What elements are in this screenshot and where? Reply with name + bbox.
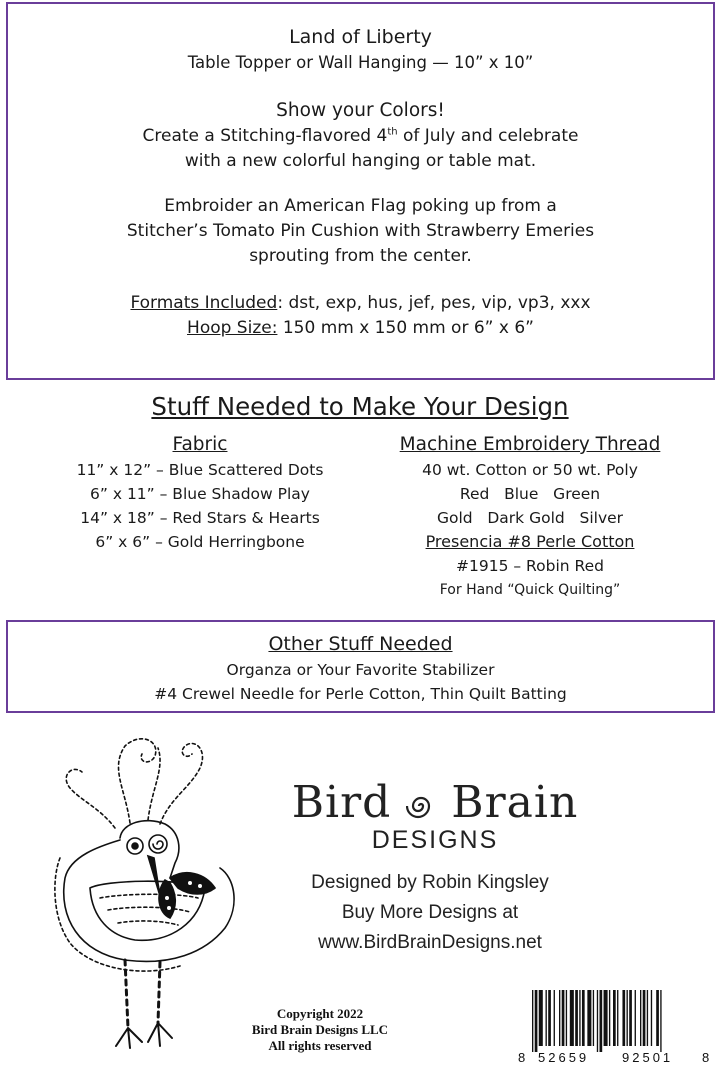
fabric-item: 14” x 18” – Red Stars & Hearts	[80, 509, 320, 527]
barcode-bar	[570, 990, 574, 1046]
barcode-bar	[593, 990, 594, 1046]
stuff-needed-heading: Stuff Needed to Make Your Design	[151, 392, 569, 421]
barcode-bar	[559, 990, 560, 1046]
perle-heading: Presencia #8 Perle Cotton	[425, 532, 635, 551]
credits-website: www.BirdBrainDesigns.net	[318, 932, 542, 953]
hoop-label: Hoop Size:	[187, 318, 278, 338]
other-stuff-heading: Other Stuff Needed	[268, 633, 453, 655]
swirl-icon	[406, 791, 436, 821]
thread-item: Gold Dark Gold Silver	[436, 509, 624, 527]
barcode	[518, 990, 712, 1074]
pattern-title: Land of Liberty	[289, 26, 432, 48]
barcode-bar	[554, 990, 555, 1046]
barcode-digit-lead: 8	[518, 1050, 526, 1065]
pattern-subtitle: Table Topper or Wall Hanging — 10” x 10”	[187, 53, 534, 72]
logo-word-bird: Bird	[291, 777, 392, 828]
copyright-line-2: Bird Brain Designs LLC	[251, 1022, 389, 1037]
formats-value: : dst, exp, hus, jef, pes, vip, vp3, xxx	[277, 293, 591, 313]
barcode-digits	[518, 1050, 712, 1070]
copyright-line-1: Copyright 2022	[276, 1006, 364, 1021]
barcode-bar	[535, 990, 538, 1052]
thread-item: Red Blue Green	[459, 485, 601, 503]
barcode-bar	[604, 990, 608, 1046]
barcode-bar	[546, 990, 547, 1046]
barcode-bar	[532, 990, 533, 1052]
bird-brain-logo	[270, 778, 600, 855]
copyright-line-3: All rights reserved	[268, 1038, 372, 1053]
perle-item: For Hand “Quick Quilting”	[439, 582, 621, 598]
barcode-bars	[518, 990, 712, 1052]
description-line-3: Embroider an American Flag poking up from a	[164, 196, 557, 216]
barcode-bar	[622, 990, 625, 1046]
fabric-item: 11” x 12” – Blue Scattered Dots	[76, 461, 324, 479]
barcode-bar	[656, 990, 659, 1046]
description-line-4: Stitcher’s Tomato Pin Cushion with Strawberry Emeries	[126, 221, 595, 241]
barcode-bar	[651, 990, 652, 1046]
barcode-bar	[643, 990, 646, 1046]
hoop-line	[8, 316, 713, 341]
barcode-digits-right: 92501	[622, 1050, 674, 1065]
logo-word-brain: Brain	[451, 777, 579, 828]
barcode-bar	[613, 990, 616, 1046]
description-line-1-rest: of July and celebrate	[397, 126, 579, 146]
barcode-bar	[562, 990, 565, 1046]
barcode-bar	[660, 990, 661, 1052]
description-superscript: th	[387, 126, 398, 138]
pattern-info-box	[6, 2, 715, 380]
barcode-digits-left: 52659	[538, 1050, 590, 1065]
barcode-bar	[627, 990, 628, 1046]
thread-item: 40 wt. Cotton or 50 wt. Poly	[422, 461, 638, 479]
other-stuff-box	[6, 620, 715, 713]
barcode-bar	[647, 990, 648, 1046]
fabric-column	[55, 432, 345, 554]
barcode-digit-check: 8	[702, 1050, 710, 1065]
thread-heading: Machine Embroidery Thread	[399, 434, 661, 455]
barcode-bar	[587, 990, 591, 1046]
barcode-bar	[575, 990, 578, 1046]
barcode-bar	[566, 990, 567, 1046]
barcode-bar	[548, 990, 551, 1046]
thread-column	[365, 432, 695, 602]
barcode-bar	[597, 990, 598, 1052]
barcode-bar	[635, 990, 636, 1046]
logo-subtitle: DESIGNS	[371, 826, 499, 854]
formats-label: Formats Included	[130, 293, 278, 313]
description-line-1-text: Create a Stitching-flavored 4	[142, 126, 388, 146]
description-line-2: with a new colorful hanging or table mat.	[184, 151, 537, 171]
formats-line	[8, 291, 713, 316]
tagline: Show your Colors!	[276, 100, 445, 121]
credits-buy-more: Buy More Designs at	[341, 902, 519, 923]
description-line-5: sprouting from the center.	[249, 246, 472, 266]
description-line-1	[8, 124, 713, 149]
barcode-bar	[579, 990, 580, 1046]
fabric-heading: Fabric	[172, 434, 228, 455]
credits-designer: Designed by Robin Kingsley	[311, 872, 549, 893]
barcode-bar	[629, 990, 632, 1046]
other-stuff-line-2: #4 Crewel Needle for Perle Cotton, Thin Quilt Batting	[154, 685, 567, 703]
credits	[270, 868, 590, 958]
fabric-item: 6” x 11” – Blue Shadow Play	[90, 485, 310, 503]
barcode-bar	[609, 990, 610, 1046]
barcode-bar	[640, 990, 641, 1046]
other-stuff-line-1: Organza or Your Favorite Stabilizer	[226, 661, 495, 679]
fabric-item: 6” x 6” – Gold Herringbone	[95, 533, 305, 551]
perle-item: #1915 – Robin Red	[456, 557, 604, 575]
copyright	[200, 1006, 440, 1054]
barcode-bar	[617, 990, 618, 1046]
barcode-bar	[539, 990, 543, 1046]
barcode-bar	[600, 990, 603, 1052]
barcode-bar	[582, 990, 585, 1046]
logo-wordmark	[270, 778, 600, 828]
hoop-value: 150 mm x 150 mm or 6” x 6”	[277, 318, 534, 338]
